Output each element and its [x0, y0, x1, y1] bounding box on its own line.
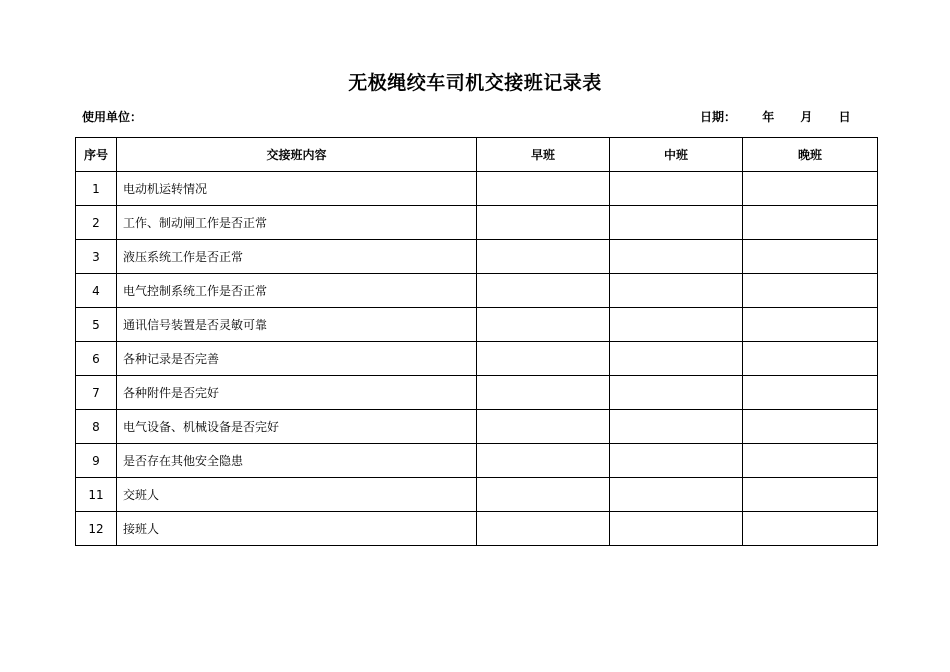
early-shift-cell[interactable] — [477, 342, 610, 376]
mid-shift-cell[interactable] — [610, 240, 743, 274]
date-day-label: 日 — [838, 110, 851, 124]
early-shift-cell[interactable] — [477, 410, 610, 444]
late-shift-cell[interactable] — [743, 274, 878, 308]
unit-label: 使用单位： — [82, 110, 143, 124]
row-num: 1 — [76, 172, 117, 206]
row-num: 4 — [76, 274, 117, 308]
table-header-row — [76, 138, 878, 172]
mid-shift-cell[interactable] — [610, 206, 743, 240]
table-row — [76, 206, 878, 240]
date-label: 日期： — [700, 110, 737, 124]
row-content: 各种附件是否完好 — [117, 376, 477, 410]
row-num: 6 — [76, 342, 117, 376]
table-row — [76, 376, 878, 410]
row-content: 工作、制动闸工作是否正常 — [117, 206, 477, 240]
mid-shift-cell[interactable] — [610, 444, 743, 478]
table-row — [76, 444, 878, 478]
mid-shift-cell[interactable] — [610, 410, 743, 444]
early-shift-cell[interactable] — [477, 240, 610, 274]
table-row — [76, 274, 878, 308]
early-shift-cell[interactable] — [477, 478, 610, 512]
late-shift-cell[interactable] — [743, 376, 878, 410]
mid-shift-cell[interactable] — [610, 512, 743, 546]
row-num: 2 — [76, 206, 117, 240]
mid-shift-cell[interactable] — [610, 308, 743, 342]
early-shift-cell[interactable] — [477, 444, 610, 478]
table-row — [76, 342, 878, 376]
shift-handover-table — [75, 137, 878, 546]
late-shift-cell[interactable] — [743, 444, 878, 478]
table-row — [76, 512, 878, 546]
mid-shift-cell[interactable] — [610, 342, 743, 376]
page-title: 无极绳绞车司机交接班记录表 — [348, 72, 602, 94]
row-content: 交班人 — [117, 478, 477, 512]
mid-shift-cell[interactable] — [610, 376, 743, 410]
row-num: 11 — [76, 478, 117, 512]
table-row — [76, 240, 878, 274]
mid-shift-cell[interactable] — [610, 478, 743, 512]
header-early-shift: 早班 — [477, 138, 610, 172]
row-content: 通讯信号装置是否灵敏可靠 — [117, 308, 477, 342]
mid-shift-cell[interactable] — [610, 274, 743, 308]
row-num: 5 — [76, 308, 117, 342]
row-content: 电气设备、机械设备是否完好 — [117, 410, 477, 444]
header-num: 序号 — [76, 138, 117, 172]
row-num: 9 — [76, 444, 117, 478]
row-content: 各种记录是否完善 — [117, 342, 477, 376]
early-shift-cell[interactable] — [477, 274, 610, 308]
header-mid-shift: 中班 — [610, 138, 743, 172]
mid-shift-cell[interactable] — [610, 172, 743, 206]
row-content: 液压系统工作是否正常 — [117, 240, 477, 274]
late-shift-cell[interactable] — [743, 172, 878, 206]
late-shift-cell[interactable] — [743, 478, 878, 512]
late-shift-cell[interactable] — [743, 240, 878, 274]
table-row — [76, 478, 878, 512]
header-late-shift: 晚班 — [743, 138, 878, 172]
row-num: 7 — [76, 376, 117, 410]
early-shift-cell[interactable] — [477, 512, 610, 546]
table-row — [76, 172, 878, 206]
late-shift-cell[interactable] — [743, 308, 878, 342]
table-row — [76, 410, 878, 444]
late-shift-cell[interactable] — [743, 206, 878, 240]
row-content: 电气控制系统工作是否正常 — [117, 274, 477, 308]
row-num: 3 — [76, 240, 117, 274]
header-content: 交接班内容 — [117, 138, 477, 172]
row-num: 8 — [76, 410, 117, 444]
date-year-label: 年 — [762, 110, 775, 124]
early-shift-cell[interactable] — [477, 308, 610, 342]
table-row — [76, 308, 878, 342]
early-shift-cell[interactable] — [477, 172, 610, 206]
date-month-label: 月 — [800, 110, 813, 124]
early-shift-cell[interactable] — [477, 206, 610, 240]
late-shift-cell[interactable] — [743, 512, 878, 546]
row-content: 接班人 — [117, 512, 477, 546]
early-shift-cell[interactable] — [477, 376, 610, 410]
row-content: 是否存在其他安全隐患 — [117, 444, 477, 478]
late-shift-cell[interactable] — [743, 342, 878, 376]
row-content: 电动机运转情况 — [117, 172, 477, 206]
late-shift-cell[interactable] — [743, 410, 878, 444]
date-field — [700, 108, 851, 125]
row-num: 12 — [76, 512, 117, 546]
